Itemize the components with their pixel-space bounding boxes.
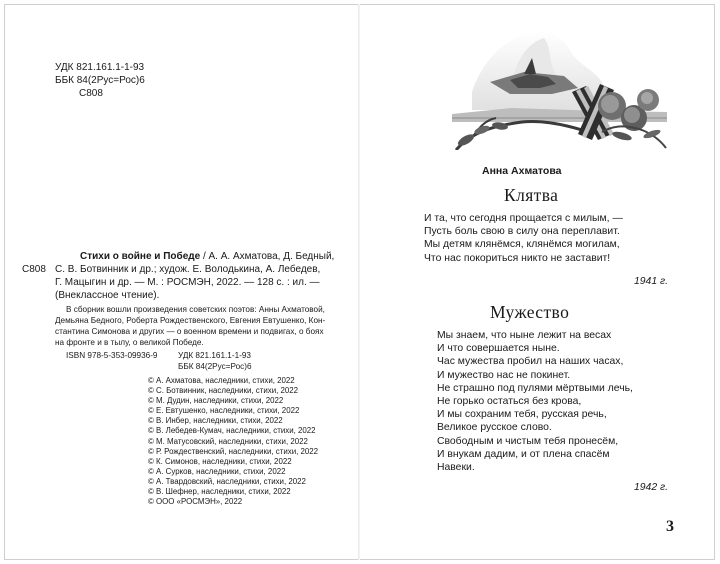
copyright-line: © С. Ботвинник, наследники, стихи, 2022 xyxy=(148,386,299,396)
verse-line: Не страшно под пулями мёртвыми лечь, xyxy=(437,382,633,394)
udk-line: УДК 821.161.1-1-93 xyxy=(55,62,145,73)
annotation-line: В сборник вошли произведения советских поэтов: Анны Ахматовой, xyxy=(66,305,325,314)
copyright-line: © М. Матусовский, наследники, стихи, 2022 xyxy=(148,436,308,446)
copyright-line: © К. Симонов, наследники, стихи, 2022 xyxy=(148,456,292,466)
book-gutter xyxy=(358,4,360,560)
copyright-line: © А. Твардовский, наследники, стихи, 2022 xyxy=(148,476,306,486)
copyright-line: © А. Сурков, наследники, стихи, 2022 xyxy=(148,466,286,476)
biblio-line: Г. Мацыгин и др. — М. : РОСМЭН, 2022. — 128 с. : ил. — xyxy=(55,277,320,288)
verse-line: Мы знаем, что ныне лежит на весах xyxy=(437,330,612,341)
copyright-line: © ООО «РОСМЭН», 2022 xyxy=(148,497,243,507)
biblio-first-line xyxy=(80,251,334,263)
verse-line: Что нас покориться никто не заставит! xyxy=(424,252,611,264)
side-code: С808 xyxy=(22,264,46,275)
verse-line: И та, что сегодня прощается с милым, — xyxy=(424,213,623,224)
page-number: 3 xyxy=(666,518,674,535)
biblio-line: С. В. Ботвинник и др.; худож. Е. Володькина, А. Лебедев, xyxy=(55,264,321,275)
copyright-line: © В. Лебедев-Кумач, наследники, стихи, 2022 xyxy=(148,426,316,436)
isbn-udk: УДК 821.161.1-1-93 xyxy=(178,351,251,360)
verse-line: Мы детям клянёмся, клянёмся могилам, xyxy=(424,239,620,251)
verse-line: Не горько остаться без крова, xyxy=(437,396,582,408)
eternal-flame-illustration xyxy=(452,22,667,150)
biblio-authors: / А. А. Ахматова, Д. Бедный, xyxy=(200,251,335,262)
isbn-bbk: ББК 84(2Рус=Рос)6 xyxy=(178,362,252,371)
copyright-line: © Е. Евтушенко, наследники, стихи, 2022 xyxy=(148,406,300,416)
isbn: ISBN 978-5-353-09936-9 xyxy=(66,351,158,360)
poem-klyatva-text xyxy=(424,212,623,265)
verse-line: Час мужества пробил на наших часах, xyxy=(437,356,624,368)
verse-line: Великое русское слово. xyxy=(437,422,552,434)
book-title: Стихи о войне и Победе xyxy=(80,251,201,262)
poem-title-muzhestvo: Мужество xyxy=(490,302,570,322)
poem-title-klyatva: Клятва xyxy=(504,185,559,205)
annotation-line: стантина Симонова и других — о военном времени и подвигах, о боях xyxy=(55,327,324,336)
poem-author: Анна Ахматова xyxy=(482,165,562,177)
annotation-line: на фронте и в тылу, о великой Победе. xyxy=(55,338,204,347)
verse-line: И внукам дадим, и от плена спасём xyxy=(437,448,610,460)
copyright-line: © А. Ахматова, наследники, стихи, 2022 xyxy=(148,376,295,385)
poem-year: 1941 г. xyxy=(634,276,669,287)
poem-muzhestvo-text xyxy=(437,329,633,474)
copyright-line: © В. Шефнер, наследники, стихи, 2022 xyxy=(148,487,291,497)
verse-line: И мужество нас не покинет. xyxy=(437,369,571,381)
verse-line: Пусть боль свою в силу она переплавит. xyxy=(424,226,620,238)
poem-year: 1942 г. xyxy=(634,482,669,493)
biblio-line: (Внеклассное чтение). xyxy=(55,290,160,301)
verse-line: И что совершается ныне. xyxy=(437,343,560,355)
verse-line: Навеки. xyxy=(437,462,475,474)
copyright-line: © Р. Рождественский, наследники, стихи, 2022 xyxy=(148,446,319,456)
verse-line: И мы сохраним тебя, русская речь, xyxy=(437,409,607,421)
bbk-line: ББК 84(2Рус=Рос)6 xyxy=(55,75,145,86)
copyright-line: © М. Дудин, наследники, стихи, 2022 xyxy=(148,396,284,406)
author-mark: С808 xyxy=(79,88,103,99)
annotation-line: Демьяна Бедного, Роберта Рождественского, Евгения Евтушенко, Кон- xyxy=(55,316,326,325)
verse-line: Свободным и чистым тебя пронесём, xyxy=(437,435,619,447)
copyright-line: © В. Инбер, наследники, стихи, 2022 xyxy=(148,416,283,426)
copyright-list xyxy=(148,376,318,507)
